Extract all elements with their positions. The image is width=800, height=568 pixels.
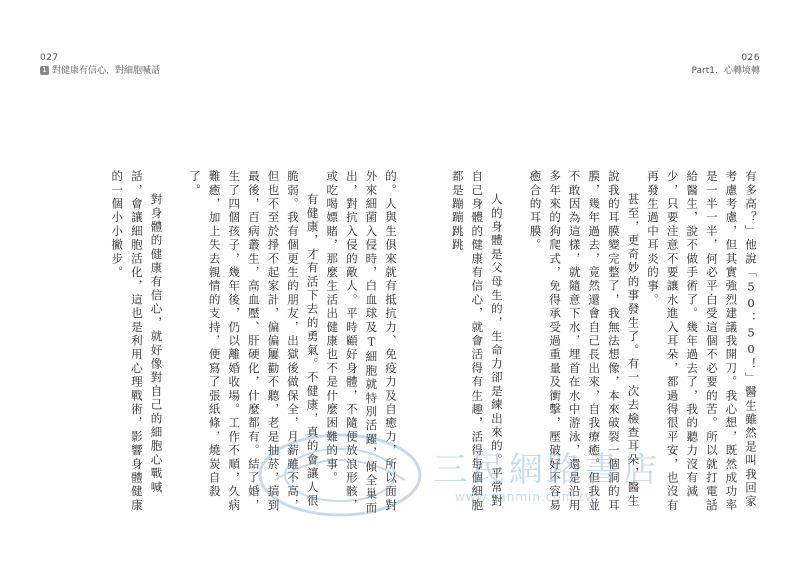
paragraph: 人的身體是父母生的，生命力卻是練出來的。平常對自己身體的健康有信心，就會活得有生趣，活得每個細胞都是蹦蹦跳跳 [450,170,504,513]
watermark-url: www.sanmin.com.tw [455,490,596,504]
watermark-title: 三民網路書店 [433,450,661,490]
bookstore-watermark [255,420,735,520]
left-running-title: 對健康有信心，對細胞喊話 [52,66,161,76]
paragraph: 有健康，才有活下去的勇氣。不健康，真的會讓人很脆弱。我有個更生的朋友，出獄後做保全，月薪雖不高，但也不至於掙不起家計，偏偏屢勸不聽，老是抽菸，搞到最後，百病叢生，高血壓、肝硬化，什麼都有。結了婚，生了四個孩子，幾年後，仍以離婚收場。工作不順，久病難癒，加上失去親情的支持，便寫了張紙條，燒炭自殺了。 [188,170,320,513]
paragraph: 有多高？」他說「50：50！」醫生雖然是叫我回家考慮考慮，但其實強烈建議我開刀。我心想，既然成功率是一半一半，何必平白受這個不必要的苦。所以就打電話給醫生，說不做手術了。幾年過去了，我的聽力沒有減少，只要注意不要讓水進入耳朵，都過得很平安，也沒有再發生過中耳炎的事。 [646,170,758,513]
left-page-number: 027 [40,53,59,63]
watermark-logo-icon [255,420,425,520]
paragraph: 甚至，更奇妙的事發生了。有一次去檢查耳朵，醫生說我的耳膜變完整了，我無法想像，本來破裂一個洞的耳膜，幾年過去，竟然還會自己長出來，自我療癒。但我並不敢因為這樣，就隨意下水，埋首在水中游泳，還是沿用多年來的狗爬式，免得承受過重量及衝擊，壓破好不容易癒合的耳膜。 [528,170,641,513]
paragraph: 對身體的健康有信心，就好像對自己的細胞心戰喊話，會讓細胞活化，這也是利用心理戰術，影響身體健康的一個小小撇步。 [110,170,164,513]
right-page-number: 026 [741,53,760,63]
left-page-header [40,52,160,78]
right-page-header [692,52,761,78]
right-running-title: Part1．心轉境轉 [691,66,760,76]
chapter-number-badge: 1 [40,66,49,75]
paragraph: 的。人與生俱來就有抵抗力、免疫力及自癒力，所以面對外來細菌入侵時，白血球及T細胞就特別活躍，傾全巢而出，對抗入侵的敵人。平時顧好身體，不隨便放浪形骸，或吃喝嫖賭，那麼生活出健康也不是什麼困難的事。 [325,170,398,515]
